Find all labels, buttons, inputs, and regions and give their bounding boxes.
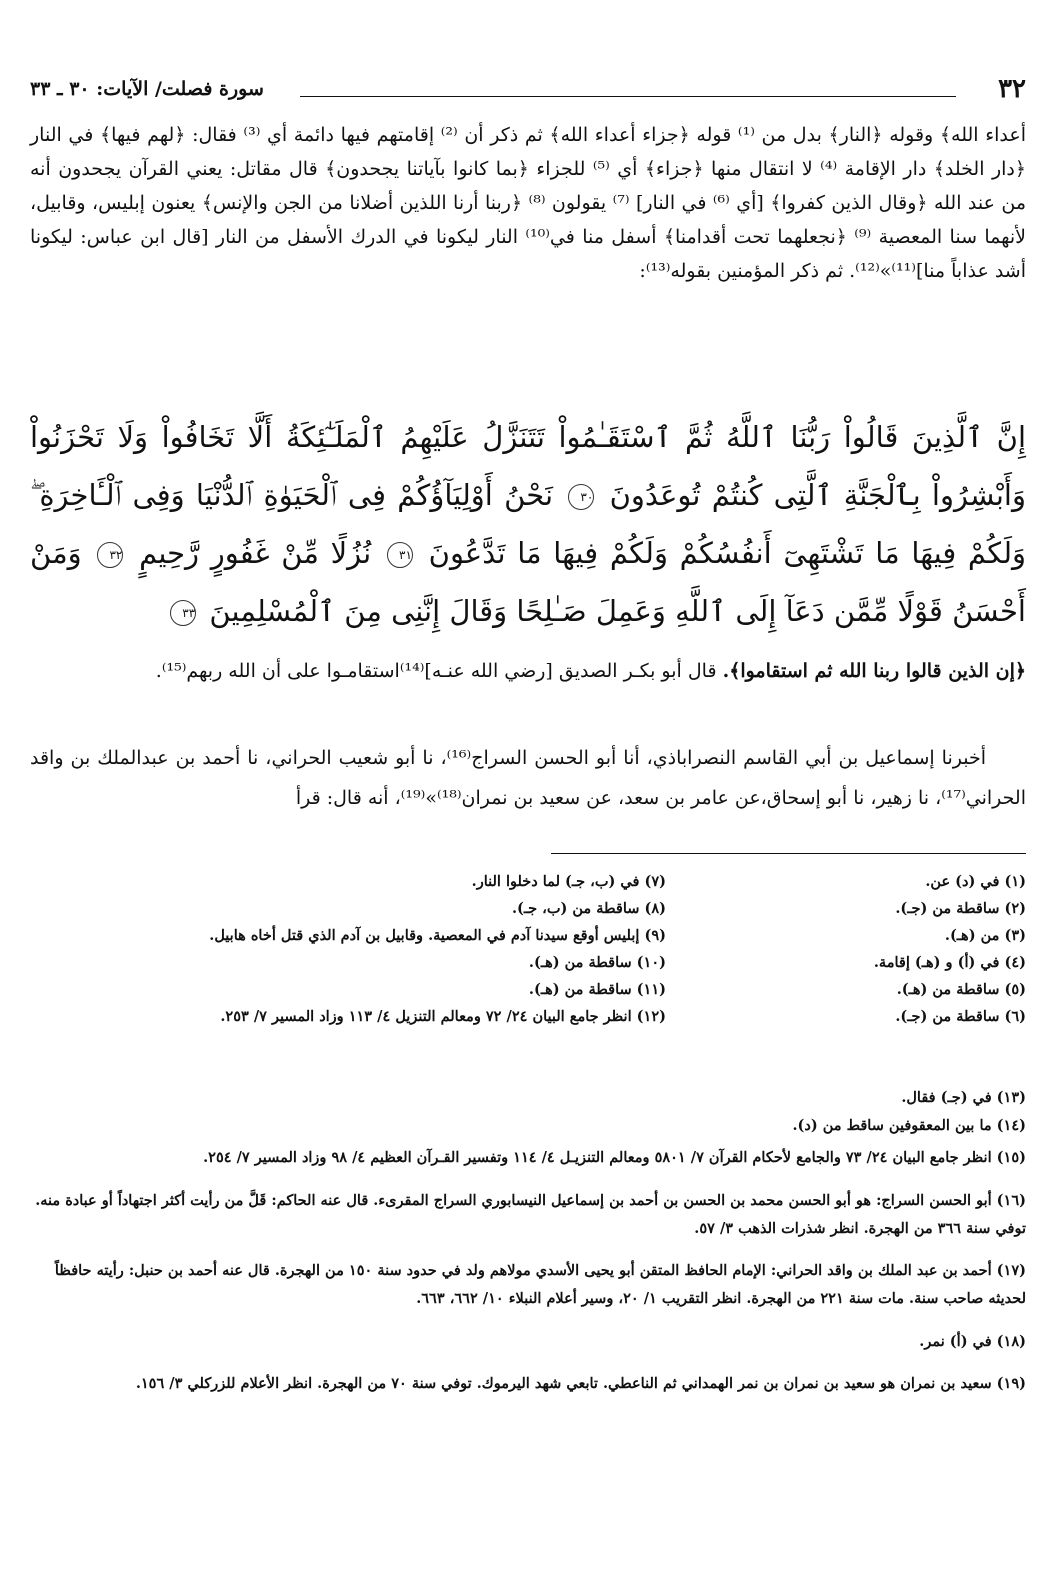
footnote: (٣) من (هـ). [944, 927, 1026, 944]
commentary-paragraph [30, 653, 1026, 689]
footnotes [30, 868, 1026, 1413]
tafsir-paragraph [30, 118, 1026, 288]
footnote: (٦) ساقطة من (جـ). [895, 1008, 1026, 1025]
surah-title: سورة فصلت/ الآيات: ٣٠ ـ ٣٣ [30, 78, 264, 100]
commentary-quote: ﴿إن الذين قالوا ربنا الله ثم استقاموا﴾. [722, 660, 1026, 682]
verse-text: وَمَنْ أَحْسَنُ قَوْلًا مِّمَّن دَعَآ إِلَى ٱللَّهِ وَعَمِلَ صَـٰلِحًا وَقَالَ إِنَّنِى مِنَ ٱلْمُسْلِمِينَ [30, 536, 1026, 628]
footnote: (١٢) انظر جامع البيان ٢٤/ ٧٢ ومعالم التنزيل ٤/ ١١٣ وزاد المسير ٧/ ٢٥٣. [220, 1008, 666, 1025]
page-header [30, 74, 1026, 108]
ayah-number-marker: ٣١ [387, 542, 413, 568]
footnote: (١) في (د) عن. [925, 873, 1026, 890]
footnote-column-right [666, 868, 1026, 1030]
footnote: (١٠) ساقطة من (هـ). [528, 954, 666, 971]
footnote: (٨) ساقطة من (ب، جـ). [511, 900, 666, 917]
footnote-divider [551, 853, 1026, 854]
footnote: (٩) إبليس أوقع سيدنا آدم في المعصية. وقابيل بن آدم الذي قتل أخاه هابيل. [209, 927, 666, 944]
footnote-columns [30, 868, 1026, 1084]
footnote: (٥) ساقطة من (هـ). [896, 981, 1026, 998]
footnote-column-left [30, 868, 666, 1030]
header-rule [300, 96, 956, 97]
footnote: (٤) في (أ) و (هـ) إقامة. [873, 954, 1026, 971]
footnote: (١٥) انظر جامع البيان ٢٤/ ٧٣ والجامع لأحكام القرآن ٧/ ٥٨٠١ ومعالم التنزيـل ٤/ ١١٤ وتفسير القـرآن العظيم ٤/ ٩٨ وزاد المسير ٧/ ٢٥٤. [203, 1149, 1026, 1166]
footnote: (٢) ساقطة من (جـ). [895, 900, 1026, 917]
footnote: (١٣) في (جـ) فقال. [901, 1089, 1026, 1106]
book-page [30, 0, 1026, 1574]
commentary-text: قال أبو بكـر الصديق [رضي الله عنـه]⁽¹⁴⁾استقامـوا على أن الله ربهم⁽¹⁵⁾. [155, 660, 723, 682]
verse-text: إِنَّ ٱلَّذِينَ قَالُواْ رَبُّنَا ٱللَّهُ ثُمَّ ٱسْتَقَـٰمُواْ تَتَنَزَّلُ عَلَيْهِمُ ٱلْمَلَـٰٓئِكَةُ أَلَّا تَخَافُواْ وَلَا تَحْزَنُواْ وَأَبْشِرُواْ بِٱلْجَنَّةِ ٱلَّتِى كُنتُمْ تُوعَدُونَ [30, 420, 1026, 512]
footnote: (١٩) سعيد بن نمران هو سعيد بن نمران بن نمر الهمداني ثم الناعطي. تابعي شهد اليرموك. توفي سنة ٧٠ من الهجرة. انظر الأعلام للزركلي ٣/ ١٥٦. [135, 1375, 1026, 1392]
ayah-number-marker: ٣٠ [568, 484, 594, 510]
ayah-number-marker: ٣٣ [170, 600, 196, 626]
verse-text: نُزُلًا مِّنْ غَفُورٍ رَّحِيمٍ [139, 536, 372, 570]
ayah-number-marker: ٣٢ [97, 542, 123, 568]
footnote: (١٨) في (أ) نمر. [919, 1332, 1026, 1350]
footnote: (١٦) أبو الحسن السراج: هو أبو الحسن محمد بن الحسن بن أحمد بن إسماعيل النيسابوري السراج المقرىء. قال عنه الحاكم: قَلَّ من رأيت أكثر اجتهاداً أو عبادة منه. توفي سنة ٣٦٦ من الهجرة. انظر شذرات الذهب ٣/ ٥٧. [35, 1191, 1026, 1237]
hadith-paragraph: أخبرنا إسماعيل بن أبي القاسم النصراباذي، أنا أبو الحسن السراج⁽¹⁶⁾، نا أبو شعيب الحراني، نا أحمد بن عبدالملك بن واقد الحراني⁽¹⁷⁾، نا زهير، نا أبو إسحاق،عن عامر بن سعد، عن سعيد بن نمران⁽¹⁸⁾»⁽¹⁹⁾، أنه قال: قرأ [30, 747, 1026, 809]
footnote: (١٧) أحمد بن عبد الملك بن واقد الحراني: الإمام الحافظ المتقن أبو يحيى الأسدي مولاهم ولد في حدود سنة ١٥٠ من الهجرة. قال عنه أحمد بن حنبل: رأيته حافظاً لحديثه صاحب سنة. مات سنة ٢٢١ من الهجرة. انظر التقريب ١/ ٢٠، وسير أعلام النبلاء ١٠/ ٦٦٢، ٦٦٣. [54, 1262, 1026, 1307]
footnote: (١٤) ما بين المعقوفين ساقط من (د). [792, 1117, 1026, 1134]
page-number: ٣٢ [998, 74, 1026, 104]
verse-text: نَحْنُ أَوْلِيَآؤُكُمْ فِى ٱلْحَيَوٰةِ ٱلدُّنْيَا وَفِى ٱلْـَٔاخِرَةِ ۖ وَلَكُمْ فِيهَا مَا تَشْتَهِىٓ أَنفُسُكُمْ وَلَكُمْ فِيهَا مَا تَدَّعُونَ [30, 478, 1027, 570]
footnote: (٧) في (ب، جـ) لما دخلوا النار. [471, 873, 666, 890]
quran-verses [30, 408, 1026, 640]
footnote: (١١) ساقطة من (هـ). [528, 981, 666, 998]
paragraph-text: أعداء الله﴾ وقوله ﴿النار﴾ بدل من ⁽¹⁾ قوله ﴿جزاء أعداء الله﴾ ثم ذكر أن ⁽²⁾ إقامتهم فيها دائمة أي ⁽³⁾ فقال: ﴿لهم فيها﴾ في النار ﴿دار الخلد﴾ دار الإقامة ⁽⁴⁾ لا انتقال منها ﴿جزاء﴾ أي ⁽⁵⁾ للجزاء ﴿بما كانوا بآياتنا يجحدون﴾ قال مقاتل: يعني القرآن يجحدون أنه من عند الله ﴿وقال الذين كفروا﴾ [أي ⁽⁶⁾ في النار] ⁽⁷⁾ يقولون ⁽⁸⁾ ﴿ربنا أرنا اللذين أضلانا من الجن والإنس﴾ يعنون إبليس، وقابيل، لأنهما سنا المعصية ⁽⁹⁾ ﴿نجعلهما تحت أقدامنا﴾ أسفل منا في⁽¹⁰⁾ النار ليكونا في الدرك الأسفل من النار [قال ابن عباس: ليكونا أشد عذاباً منا]⁽¹¹⁾»⁽¹²⁾. ثم ذكر المؤمنين بقوله⁽¹³⁾: [30, 124, 1027, 282]
